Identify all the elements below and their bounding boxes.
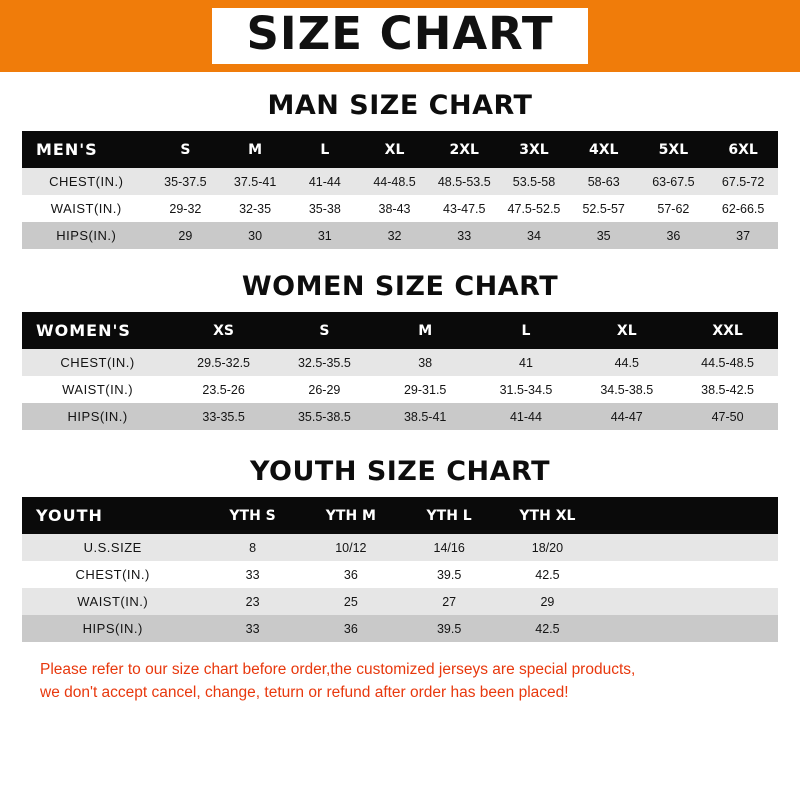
women-col-header-s: S	[274, 312, 375, 349]
youth-header-spacer	[597, 497, 778, 534]
table-cell: 35	[569, 222, 639, 249]
table-cell-spacer	[597, 588, 778, 615]
men-row-label-hips: HIPS(IN.)	[22, 222, 151, 249]
table-header-row	[22, 312, 778, 349]
footer-note-line-2: we don't accept cancel, change, teturn or refund after order has been placed!	[40, 684, 569, 702]
women-row-label-hips: HIPS(IN.)	[22, 403, 173, 430]
men-col-header-3xl: 3XL	[499, 131, 569, 168]
table-cell: 29	[151, 222, 221, 249]
men-col-header-2xl: 2XL	[429, 131, 499, 168]
table-cell: 42.5	[498, 615, 596, 642]
women-row-label-header: WOMEN'S	[22, 312, 173, 349]
women-size-table	[22, 312, 778, 430]
youth-table-head	[22, 497, 778, 534]
table-row	[22, 534, 778, 561]
men-section-title: MAN SIZE CHART	[267, 90, 533, 121]
men-row-label-waist: WAIST(IN.)	[22, 195, 151, 222]
men-col-header-4xl: 4XL	[569, 131, 639, 168]
table-cell: 35.5-38.5	[274, 403, 375, 430]
table-cell-spacer	[597, 534, 778, 561]
table-cell: 48.5-53.5	[429, 168, 499, 195]
table-row	[22, 376, 778, 403]
table-cell: 29	[498, 588, 596, 615]
table-cell: 34	[499, 222, 569, 249]
youth-col-header-xl: YTH XL	[498, 497, 596, 534]
table-row	[22, 615, 778, 642]
women-col-header-l: L	[476, 312, 577, 349]
table-cell: 29-32	[151, 195, 221, 222]
women-col-header-xxl: XXL	[677, 312, 778, 349]
table-cell: 29-31.5	[375, 376, 476, 403]
youth-row-label-header: YOUTH	[22, 497, 203, 534]
table-cell: 33	[203, 561, 301, 588]
table-cell: 25	[302, 588, 400, 615]
table-cell: 36	[302, 561, 400, 588]
women-section-title: WOMEN SIZE CHART	[241, 271, 559, 302]
table-cell: 38.5-42.5	[677, 376, 778, 403]
table-cell: 44-47	[576, 403, 677, 430]
table-cell: 27	[400, 588, 498, 615]
youth-table-body	[22, 534, 778, 642]
table-cell: 23	[203, 588, 301, 615]
table-cell: 58-63	[569, 168, 639, 195]
table-cell: 43-47.5	[429, 195, 499, 222]
women-col-header-xl: XL	[576, 312, 677, 349]
table-cell: 47.5-52.5	[499, 195, 569, 222]
table-cell: 41	[476, 349, 577, 376]
men-col-header-6xl: 6XL	[708, 131, 778, 168]
table-cell: 38-43	[360, 195, 430, 222]
table-cell: 33	[429, 222, 499, 249]
table-cell: 29.5-32.5	[173, 349, 274, 376]
table-cell: 32.5-35.5	[274, 349, 375, 376]
men-col-header-xl: XL	[360, 131, 430, 168]
table-cell: 44.5-48.5	[677, 349, 778, 376]
table-cell: 18/20	[498, 534, 596, 561]
header-band	[0, 0, 800, 72]
table-cell: 57-62	[639, 195, 709, 222]
table-cell: 14/16	[400, 534, 498, 561]
table-cell: 39.5	[400, 615, 498, 642]
table-cell: 35-38	[290, 195, 360, 222]
table-cell: 33	[203, 615, 301, 642]
table-cell: 37.5-41	[220, 168, 290, 195]
table-row	[22, 588, 778, 615]
table-cell: 62-66.5	[708, 195, 778, 222]
table-cell: 33-35.5	[173, 403, 274, 430]
table-row	[22, 168, 778, 195]
men-size-table	[22, 131, 778, 249]
table-row	[22, 403, 778, 430]
youth-size-table	[22, 497, 778, 642]
men-table-body	[22, 168, 778, 249]
table-row	[22, 195, 778, 222]
table-cell: 31	[290, 222, 360, 249]
table-cell: 53.5-58	[499, 168, 569, 195]
youth-section-title: YOUTH SIZE CHART	[249, 456, 551, 487]
table-cell: 23.5-26	[173, 376, 274, 403]
header-band-right-accent	[764, 0, 800, 72]
table-cell: 38	[375, 349, 476, 376]
page-title: SIZE CHART	[212, 8, 587, 63]
table-cell-spacer	[597, 561, 778, 588]
men-col-header-5xl: 5XL	[639, 131, 709, 168]
youth-row-label-chest: CHEST(IN.)	[22, 561, 203, 588]
table-cell: 8	[203, 534, 301, 561]
table-cell: 41-44	[476, 403, 577, 430]
footer-note-line-1: Please refer to our size chart before order,the customized jerseys are special products,	[40, 661, 636, 678]
youth-col-header-s: YTH S	[203, 497, 301, 534]
table-cell: 42.5	[498, 561, 596, 588]
table-cell: 47-50	[677, 403, 778, 430]
men-table-head	[22, 131, 778, 168]
men-row-label-header: MEN'S	[22, 131, 151, 168]
table-cell: 36	[639, 222, 709, 249]
youth-row-label-waist: WAIST(IN.)	[22, 588, 203, 615]
table-row	[22, 349, 778, 376]
table-cell: 63-67.5	[639, 168, 709, 195]
table-header-row	[22, 131, 778, 168]
men-col-header-m: M	[220, 131, 290, 168]
men-row-label-chest: CHEST(IN.)	[22, 168, 151, 195]
women-table-body	[22, 349, 778, 430]
table-cell: 26-29	[274, 376, 375, 403]
table-cell: 30	[220, 222, 290, 249]
table-header-row	[22, 497, 778, 534]
table-cell: 67.5-72	[708, 168, 778, 195]
women-row-label-chest: CHEST(IN.)	[22, 349, 173, 376]
table-cell: 32	[360, 222, 430, 249]
header-band-left-accent	[0, 0, 36, 72]
women-table-head	[22, 312, 778, 349]
youth-row-label-us-size: U.S.SIZE	[22, 534, 203, 561]
content	[0, 90, 800, 705]
table-cell: 34.5-38.5	[576, 376, 677, 403]
table-cell: 44-48.5	[360, 168, 430, 195]
youth-col-header-l: YTH L	[400, 497, 498, 534]
table-cell: 31.5-34.5	[476, 376, 577, 403]
women-col-header-m: M	[375, 312, 476, 349]
table-cell: 41-44	[290, 168, 360, 195]
youth-col-header-m: YTH M	[302, 497, 400, 534]
table-cell: 32-35	[220, 195, 290, 222]
women-row-label-waist: WAIST(IN.)	[22, 376, 173, 403]
youth-row-label-hips: HIPS(IN.)	[22, 615, 203, 642]
table-cell: 37	[708, 222, 778, 249]
table-cell: 52.5-57	[569, 195, 639, 222]
table-cell: 44.5	[576, 349, 677, 376]
table-row	[22, 222, 778, 249]
table-cell-spacer	[597, 615, 778, 642]
men-col-header-s: S	[151, 131, 221, 168]
table-cell: 35-37.5	[151, 168, 221, 195]
footer-note	[22, 658, 778, 705]
women-col-header-xs: XS	[173, 312, 274, 349]
table-row	[22, 561, 778, 588]
table-cell: 10/12	[302, 534, 400, 561]
table-cell: 38.5-41	[375, 403, 476, 430]
table-cell: 39.5	[400, 561, 498, 588]
table-cell: 36	[302, 615, 400, 642]
men-col-header-l: L	[290, 131, 360, 168]
